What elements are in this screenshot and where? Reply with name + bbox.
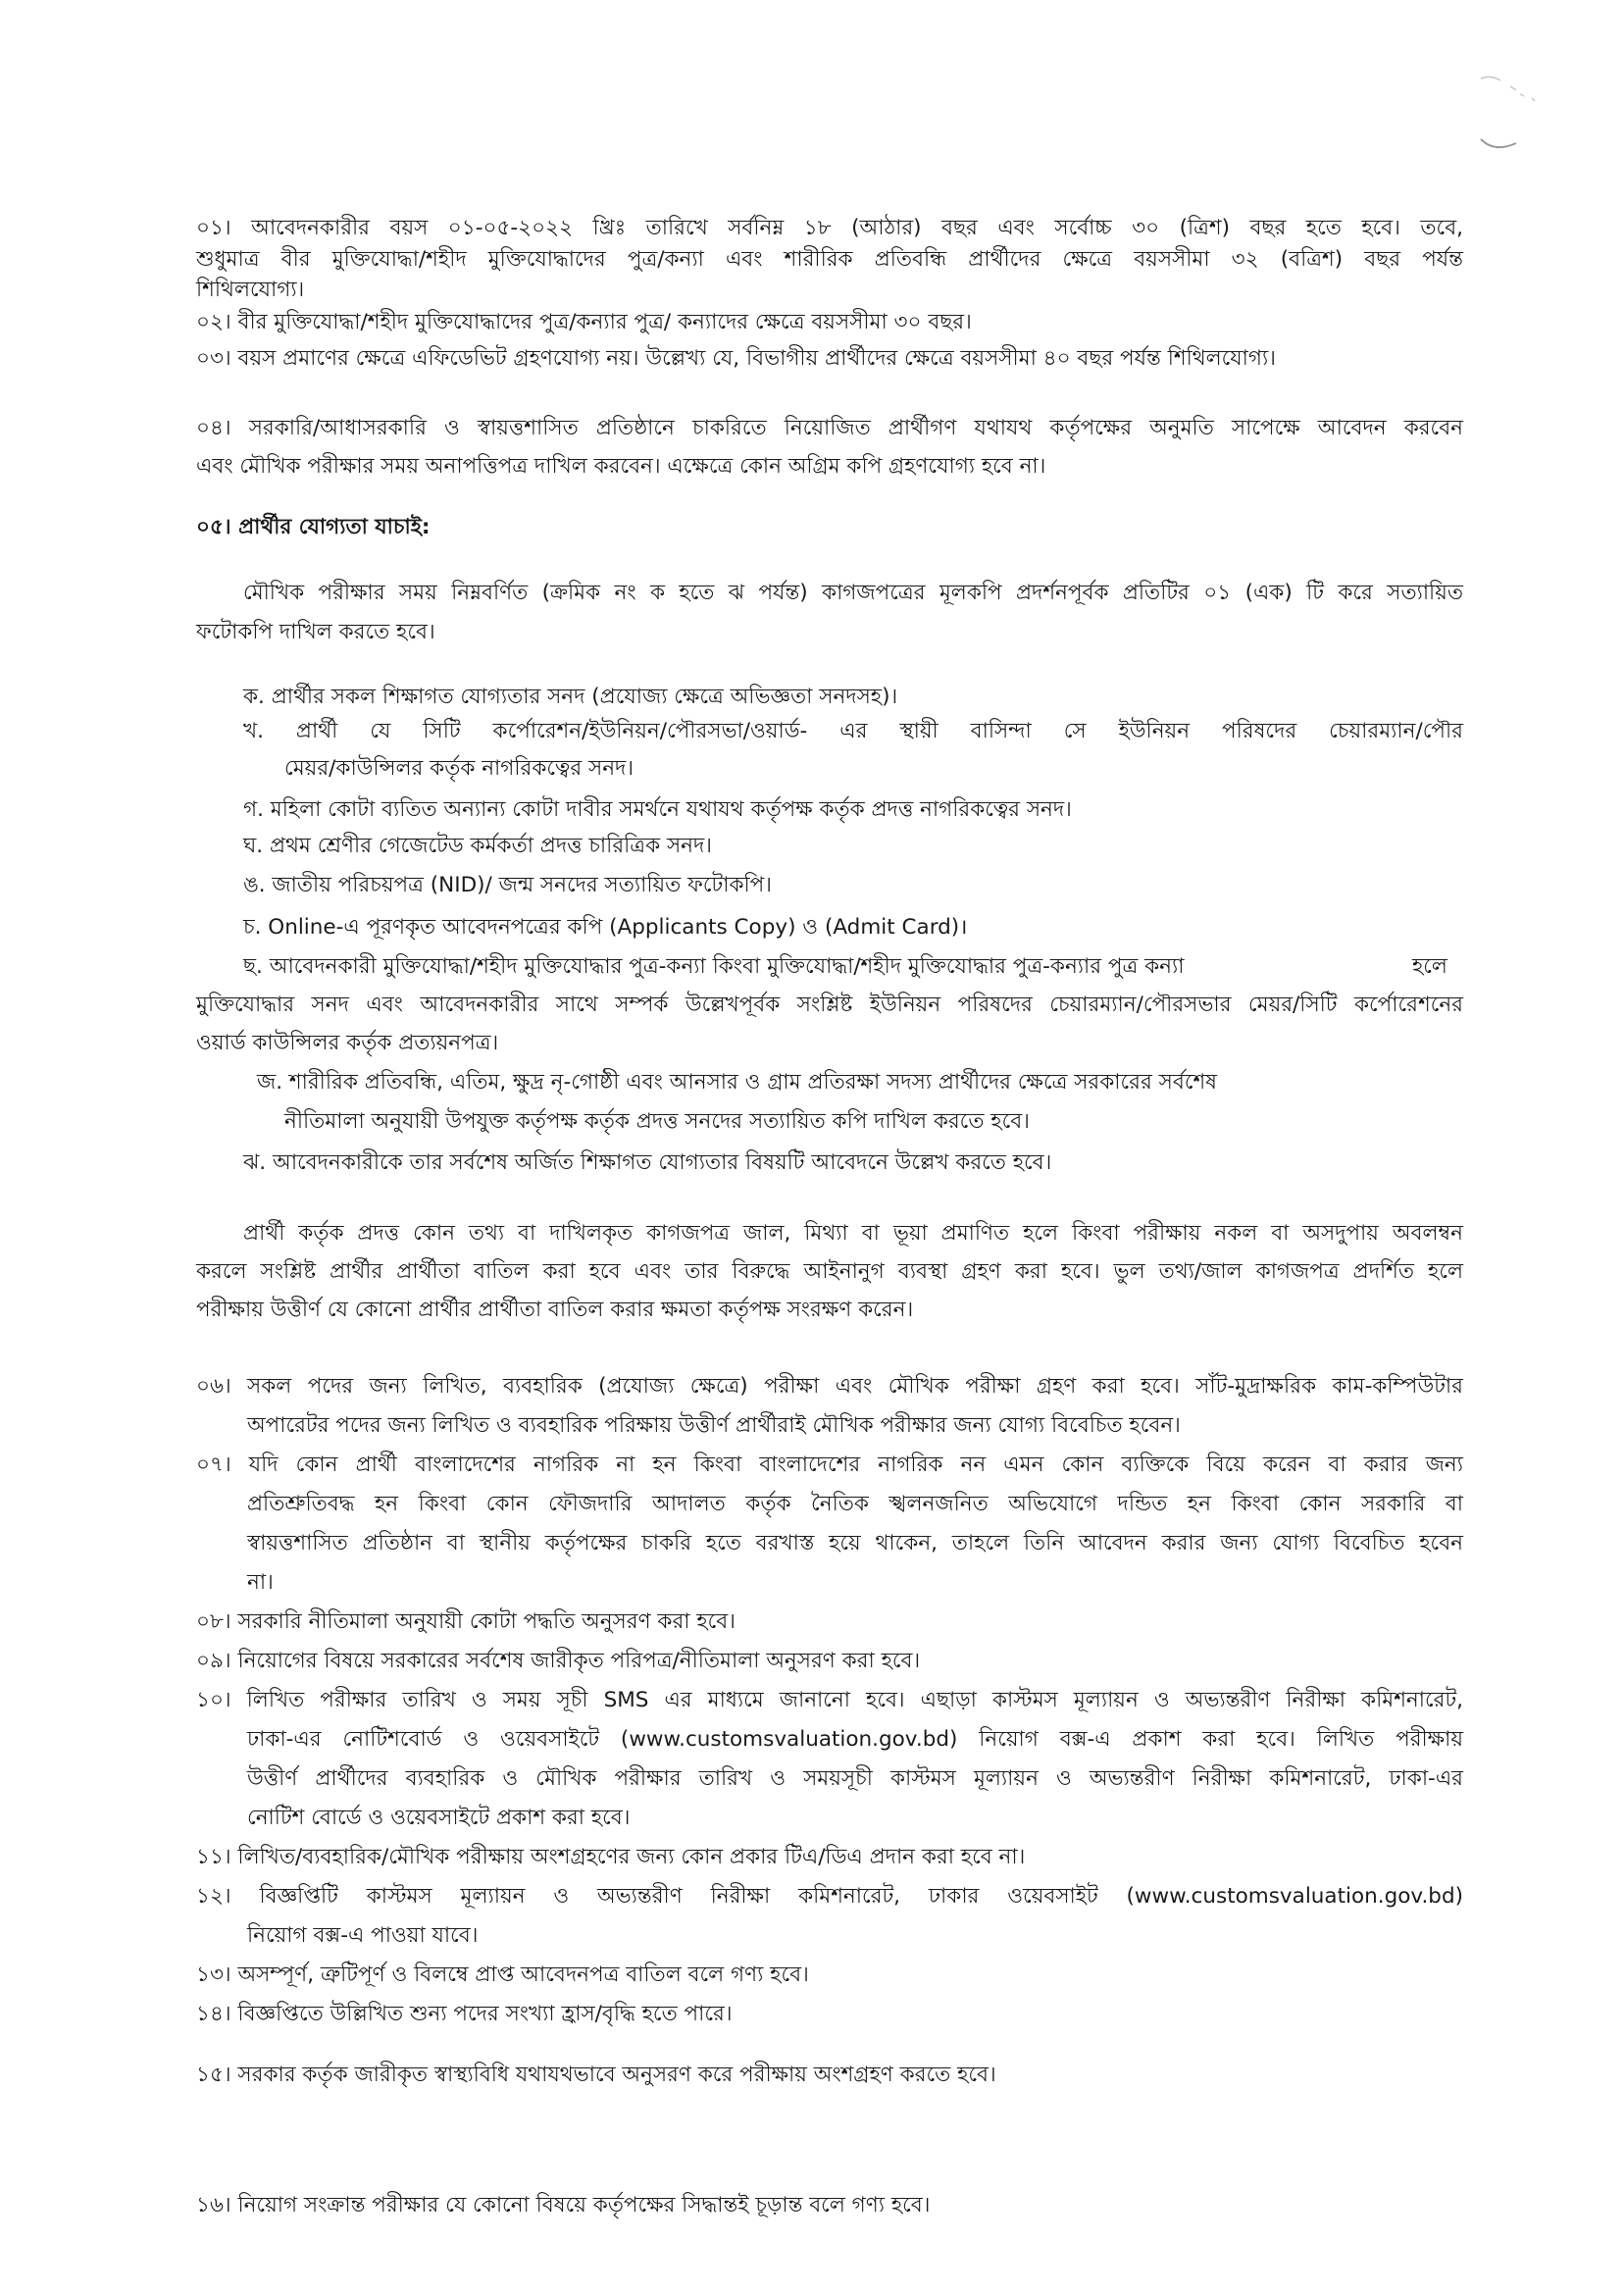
clause-12-line-1: ১২। বিজ্ঞপ্তিটি কাস্টমস মূল্যায়ন ও অভ্যন্তরীণ নিরীক্ষা কমিশনারেট, ঢাকার ওয়েবসাইট (www.customsvaluation.gov.bd)	[196, 1884, 1463, 1909]
clause-04-line-1: ০৪। সরকারি/আধাসরকারি ও স্বায়ত্তশাসিত প্রতিষ্ঠানে চাকরিতে নিয়োজিত প্রার্থীগণ যথাযথ কর্তৃপক্ষের অনুমতি সাপেক্ষে আবেদন করবেন	[196, 416, 1463, 440]
clause-10-line-3: উত্তীর্ণ প্রার্থীদের ব্যবহারিক ও মৌখিক পরীক্ষার তারিখ ও সময়সূচী কাস্টমস মূল্যায়ন ও অভ্যন্তরীণ নিরীক্ষা কমিশনারেট, ঢাকা-এর	[247, 1766, 1463, 1791]
item-cha-line-1-tail: হলে	[1412, 954, 1447, 979]
item-uma: ঙ. জাতীয় পরিচয়পত্র (NID)/ জন্ম সনদের সত্যায়িত ফটোকপি।	[243, 873, 772, 897]
clause-05-intro-line-2: ফটোকপি দাখিল করতে হবে।	[196, 620, 435, 644]
scan-mark-icon	[1451, 59, 1559, 167]
item-ja-line-1: জ. শারীরিক প্রতিবন্ধি, এতিম, ক্ষুদ্র নৃ-গোষ্ঠী এবং আনসার ও গ্রাম প্রতিরক্ষা সদস্য প্রার্থীদের ক্ষেত্রে সরকারের সর্বশেষ	[257, 1070, 1218, 1095]
clause-10-line-4: নোটিশ বোর্ডে ও ওয়েবসাইটে প্রকাশ করা হবে।	[247, 1806, 631, 1830]
clause-06-line-1: ০৬। সকল পদের জন্য লিখিত, ব্যবহারিক (প্রযোজ্য ক্ষেত্রে) পরীক্ষা এবং মৌখিক পরীক্ষা গ্রহণ করা হবে। সাঁট-মুদ্রাক্ষরিক কাম-কম্পিউটার	[196, 1374, 1463, 1399]
clause-11: ১১। লিখিত/ব্যবহারিক/মৌখিক পরীক্ষায় অংশগ্রহণের জন্য কোন প্রকার টিএ/ডিএ প্রদান করা হবে না।	[196, 1845, 1026, 1869]
item-ja-line-2: নীতিমালা অনুযায়ী উপযুক্ত কর্তৃপক্ষ কর্তৃক প্রদত্ত সনদের সত্যায়িত কপি দাখিল করতে হবে।	[284, 1109, 1030, 1134]
item-ga: গ. মহিলা কোটা ব্যতিত অন্যান্য কোটা দাবীর সমর্থনে যথাযথ কর্তৃপক্ষ কর্তৃক প্রদত্ত নাগরিকত্বের সনদ।	[243, 797, 1072, 822]
clause-16: ১৬। নিয়োগ সংক্রান্ত পরীক্ষার যে কোনো বিষয়ে কর্তৃপক্ষের সিদ্ধান্তই চূড়ান্ত বলে গণ্য হবে।	[196, 2193, 931, 2218]
item-cha-line-3: ওয়ার্ড কাউন্সিলর কর্তৃক প্রত্যয়নপত্র।	[196, 1031, 499, 1055]
item-kha-line-1: খ. প্রার্থী যে সিটি কর্পোরেশন/ইউনিয়ন/পৌরসভা/ওয়ার্ড- এর স্থায়ী বাসিন্দা সে ইউনিয়ন পরিষদের চেয়ারম্যান/পৌর	[243, 719, 1463, 743]
clause-06-line-2: অপারেটর পদের জন্য লিখিত ও ব্যবহারিক পরিক্ষায় উত্তীর্ণ প্রার্থীরাই মৌখিক পরীক্ষার জন্য যোগ্য বিবেচিত হবেন।	[247, 1413, 1181, 1438]
clause-08: ০৮। সরকারি নীতিমালা অনুযায়ী কোটা পদ্ধতি অনুসরণ করা হবে।	[196, 1609, 736, 1634]
warning-line-3: পরীক্ষায় উত্তীর্ণ যে কোনো প্রার্থীর প্রার্থীতা বাতিল করার ক্ষমতা কর্তৃপক্ষ সংরক্ষণ করেন।	[196, 1298, 914, 1322]
clause-07-line-3: স্বায়ত্তশাসিত প্রতিষ্ঠান বা স্থানীয় কর্তৃপক্ষের চাকরি হতে বরখাস্ত হয়ে থাকেন, তাহলে তিনি আবেদন করার জন্য যোগ্য বিবেচিত হবেন	[247, 1531, 1463, 1555]
item-cha-line-1: ছ. আবেদনকারী মুক্তিযোদ্ধা/শহীদ মুক্তিযোদ্ধার পুত্র-কন্যা কিংবা মুক্তিযোদ্ধা/শহীদ মুক্তিযোদ্ধার পুত্র-কন্যার পুত্র কন্যা	[243, 954, 1185, 979]
clause-02: ০২। বীর মুক্তিযোদ্ধা/শহীদ মুক্তিযোদ্ধাদের পুত্র/কন্যার পুত্র/ কন্যাদের ক্ষেত্রে বয়সসীমা ৩০ বছর।	[196, 310, 972, 334]
clause-15: ১৫। সরকার কর্তৃক জারীকৃত স্বাস্থ্যবিধি যথাযথভাবে অনুসরণ করে পরীক্ষায় অংশগ্রহণ করতে হবে।	[196, 2063, 996, 2087]
item-kha-line-2: মেয়র/কাউন্সিলর কর্তৃক নাগরিকত্বের সনদ।	[284, 756, 634, 781]
clause-05-intro-line-1: মৌখিক পরীক্ষার সময় নিম্নবর্ণিত (ক্রমিক নং ক হতে ঝ পর্যন্ত) কাগজপত্রের মূলকপি প্রদর্শনপূর্বক প্রতিটির ০১ (এক) টি করে সত্যায়িত	[243, 581, 1463, 605]
clause-13: ১৩। অসম্পূর্ণ, ত্রুটিপূর্ণ ও বিলম্বে প্রাপ্ত আবেদনপত্র বাতিল বলে গণ্য হবে।	[196, 1963, 809, 1987]
warning-line-2: করলে সংশ্লিষ্ট প্রার্থীর প্রার্থীতা বাতিল করা হবে এবং তার বিরুদ্ধে আইনানুগ ব্যবস্থা গ্রহণ করা হবে। ভুল তথ্য/জাল কাগজপত্র প্রদর্শিত হলে	[196, 1259, 1463, 1284]
clause-14: ১৪। বিজ্ঞপ্তিতে উল্লিখিত শুন্য পদের সংখ্যা হ্রাস/বৃদ্ধি হতে পারে।	[196, 2002, 733, 2026]
clause-12-line-2: নিয়োগ বক্স-এ পাওয়া যাবে।	[247, 1923, 479, 1948]
clause-07-line-1: ০৭। যদি কোন প্রার্থী বাংলাদেশের নাগরিক না হন কিংবা বাংলাদেশের নাগরিক নন এমন কোন ব্যক্তিকে বিয়ে করেন বা করার জন্য	[196, 1453, 1463, 1477]
clause-07-line-4: না।	[247, 1570, 274, 1595]
clause-09: ০৯। নিয়োগের বিষয়ে সরকারের সর্বশেষ জারীকৃত পরিপত্র/নীতিমালা অনুসরণ করা হবে।	[196, 1649, 921, 1673]
item-ca: চ. Online-এ পূরণকৃত আবেদনপত্রের কপি (Applicants Copy) ও (Admit Card)।	[243, 915, 968, 940]
clause-01-line-3: শিথিলযোগ্য।	[196, 278, 305, 302]
item-cha-line-2: মুক্তিযোদ্ধার সনদ এবং আবেদনকারীর সাথে সম্পর্ক উল্লেখপূর্বক সংশ্লিষ্ট ইউনিয়ন পরিষদের চেয়ারম্যান/পৌরসভার মেয়র/সিটি কর্পোরেশনের	[196, 993, 1463, 1017]
clause-05-heading: ০৫। প্রার্থীর যোগ্যতা যাচাই:	[196, 515, 431, 539]
item-jha: ঝ. আবেদনকারীকে তার সর্বশেষ অর্জিত শিক্ষাগত যোগ্যতার বিষয়টি আবেদনে উল্লেখ করতে হবে।	[243, 1150, 1052, 1175]
item-gha: ঘ. প্রথম শ্রেণীর গেজেটেড কর্মকর্তা প্রদত্ত চারিত্রিক সনদ।	[243, 834, 712, 858]
clause-07-line-2: প্রতিশ্রুতিবদ্ধ হন কিংবা কোন ফৌজদারি আদালত কর্তৃক নৈতিক স্খলনজনিত অভিযোগে দন্ডিত হন কিংবা কোন সরকারি বা	[247, 1492, 1463, 1516]
clause-01-line-1: ০১। আবেদনকারীর বয়স ০১-০৫-২০২২ খ্রিঃ তারিখে সর্বনিম্ন ১৮ (আঠার) বছর এবং সর্বোচ্চ ৩০ (ত্রিশ) বছর হতে হবে। তবে,	[196, 216, 1463, 240]
clause-03: ০৩। বয়স প্রমাণের ক্ষেত্রে এফিডেভিট গ্রহণযোগ্য নয়। উল্লেখ্য যে, বিভাগীয় প্রার্থীদের ক্ষেত্রে বয়সসীমা ৪০ বছর পর্যন্ত শিথিলযোগ্য।	[196, 346, 1276, 371]
clause-10-line-1: ১০। লিখিত পরীক্ষার তারিখ ও সময় সূচী SMS এর মাধ্যমে জানানো হবে। এছাড়া কাস্টমস মূল্যায়ন ও অভ্যন্তরীণ নিরীক্ষা কমিশনারেট,	[196, 1688, 1463, 1712]
clause-10-line-2: ঢাকা-এর নোটিশবোর্ড ও ওয়েবসাইটে (www.customsvaluation.gov.bd) নিয়োগ বক্স-এ প্রকাশ করা হবে। লিখিত পরীক্ষায়	[247, 1727, 1463, 1752]
item-ka: ক. প্রার্থীর সকল শিক্ষাগত যোগ্যতার সনদ (প্রযোজ্য ক্ষেত্রে অভিজ্ঞতা সনদসহ)।	[243, 685, 898, 709]
clause-04-line-2: এবং মৌখিক পরীক্ষার সময় অনাপত্তিপত্র দাখিল করবেন। এক্ষেত্রে কোন অগ্রিম কপি গ্রহণযোগ্য হবে না।	[196, 454, 1046, 479]
clause-01-line-2: শুধুমাত্র বীর মুক্তিযোদ্ধা/শহীদ মুক্তিযোদ্ধাদের পুত্র/কন্যা এবং শারীরিক প্রতিবন্ধি প্রার্থীদের ক্ষেত্রে বয়সসীমা ৩২ (বত্রিশ) বছর পর্যন্ত	[196, 247, 1463, 272]
warning-line-1: প্রার্থী কর্তৃক প্রদত্ত কোন তথ্য বা দাখিলকৃত কাগজপত্র জাল, মিথ্যা বা ভূয়া প্রমাণিত হলে কিংবা পরীক্ষায় নকল বা অসদুপায় অবলম্বন	[243, 1221, 1463, 1246]
